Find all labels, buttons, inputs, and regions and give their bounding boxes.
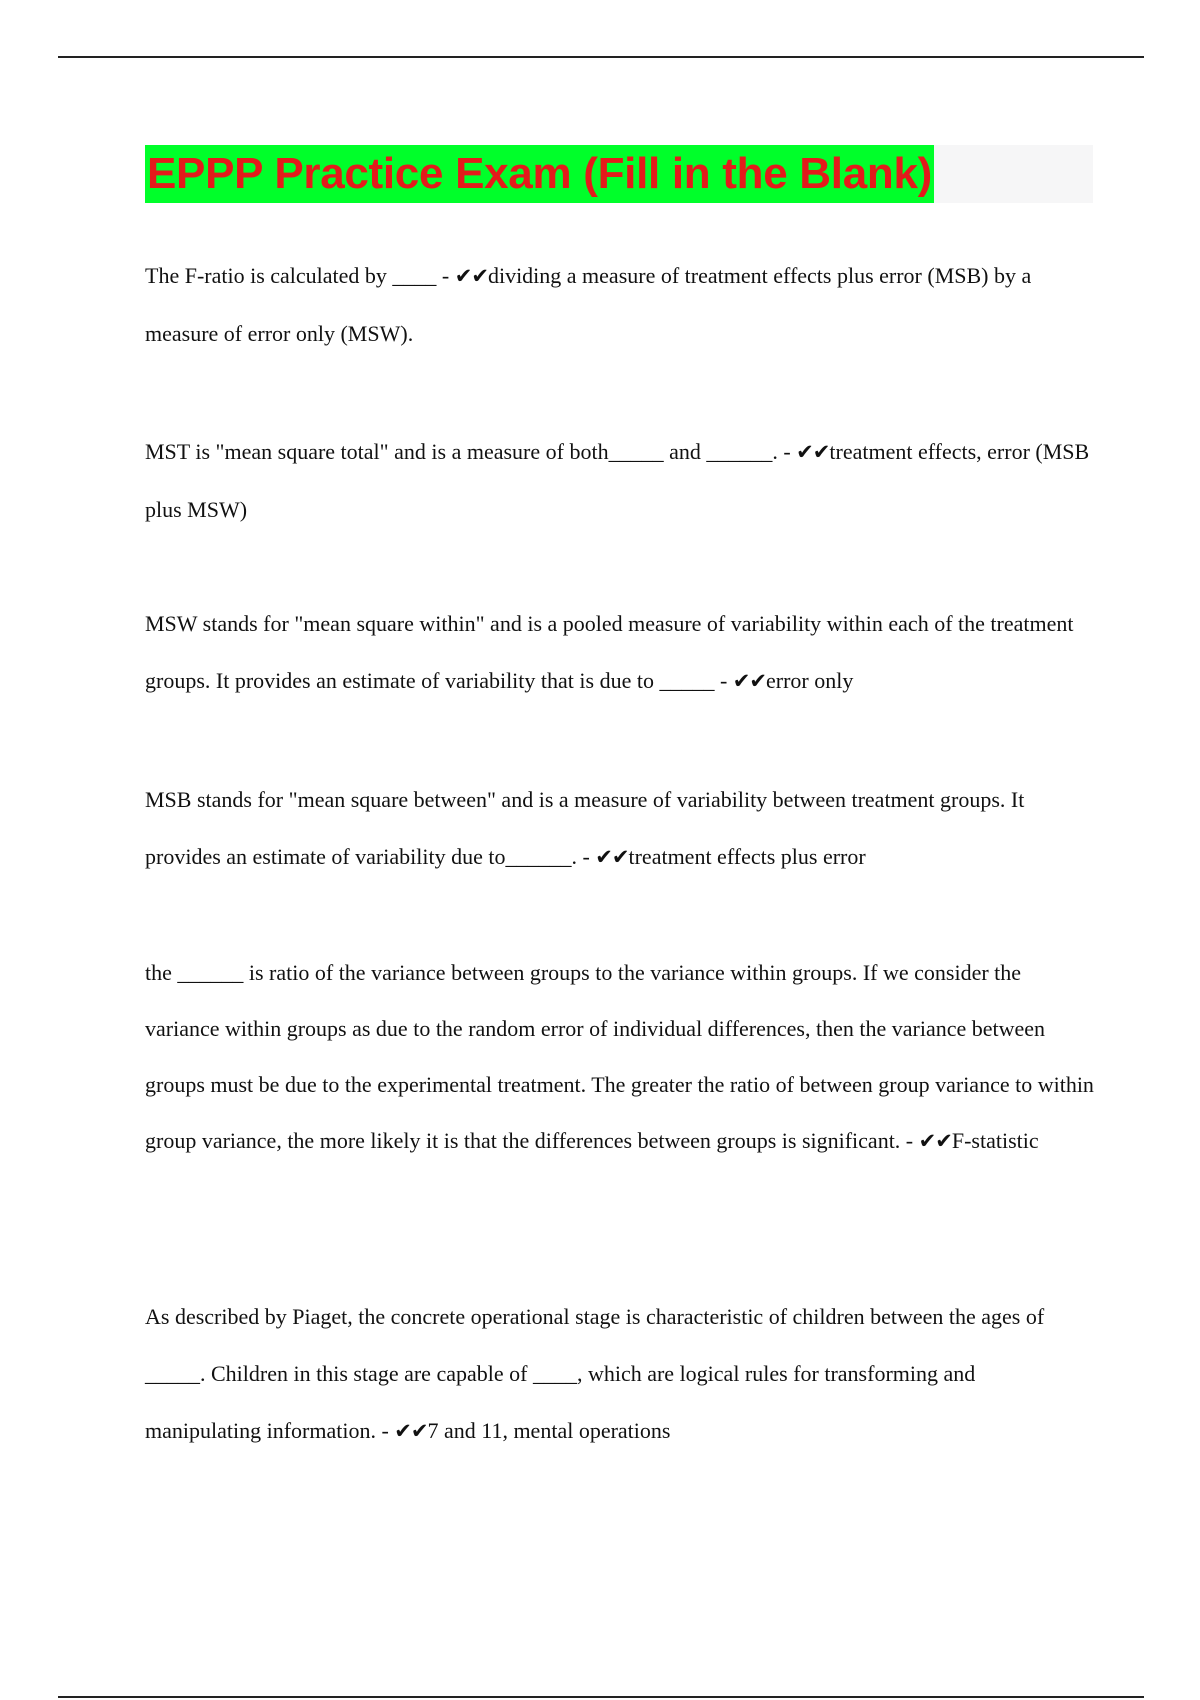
answer-text: 7 and 11, mental operations xyxy=(427,1418,671,1443)
question-text: MSW stands for "mean square within" and is a pooled measure of variability within each of the treatment groups. It provides an estimate of variability that is due to _____ - xyxy=(145,611,1074,693)
page-title: EPPP Practice Exam (Fill in the Blank) xyxy=(145,145,934,203)
check-icon: ✔✔ xyxy=(796,440,830,464)
question-item-5 xyxy=(145,945,1095,1169)
question-item-2 xyxy=(145,423,1095,538)
check-icon: ✔✔ xyxy=(595,845,629,869)
check-icon: ✔✔ xyxy=(454,264,488,288)
check-icon: ✔✔ xyxy=(394,1419,428,1443)
question-text: MSB stands for "mean square between" and is a measure of variability between treatment groups. It provides an estimate of variability due to______. - xyxy=(145,787,1025,869)
question-text: As described by Piaget, the concrete operational stage is characteristic of children between the ages of _____. Children in this stage are capable of ____, which are logical rules for transforming and manipulating information. - xyxy=(145,1304,1045,1443)
top-rule xyxy=(58,56,1144,58)
title-block xyxy=(145,145,1093,203)
check-icon: ✔✔ xyxy=(732,669,766,693)
question-item-1 xyxy=(145,247,1095,362)
question-item-3 xyxy=(145,595,1095,710)
question-text: MST is "mean square total" and is a measure of both_____ and ______. - xyxy=(145,439,797,464)
question-item-6 xyxy=(145,1288,1095,1460)
answer-text: dividing a measure of treatment effects plus error (MSB) by a measure of error only (MSW). xyxy=(145,263,1032,346)
answer-text: F-statistic xyxy=(951,1128,1039,1153)
bottom-rule xyxy=(58,1696,1144,1698)
answer-text: treatment effects, error (MSB plus MSW) xyxy=(145,439,1090,522)
question-text: the ______ is ratio of the variance between groups to the variance within groups. If we consider the variance within groups as due to the random error of individual differences, then the variance between groups must be due to the experimental treatment. The greater the ratio of between group variance to within group variance, the more likely it is that the differences between groups is significant. - xyxy=(145,960,1094,1153)
question-text: The F-ratio is calculated by ____ - xyxy=(145,263,455,288)
check-icon: ✔✔ xyxy=(918,1129,952,1153)
question-item-4 xyxy=(145,771,1095,886)
answer-text: treatment effects plus error xyxy=(628,844,866,869)
answer-text: error only xyxy=(765,668,854,693)
